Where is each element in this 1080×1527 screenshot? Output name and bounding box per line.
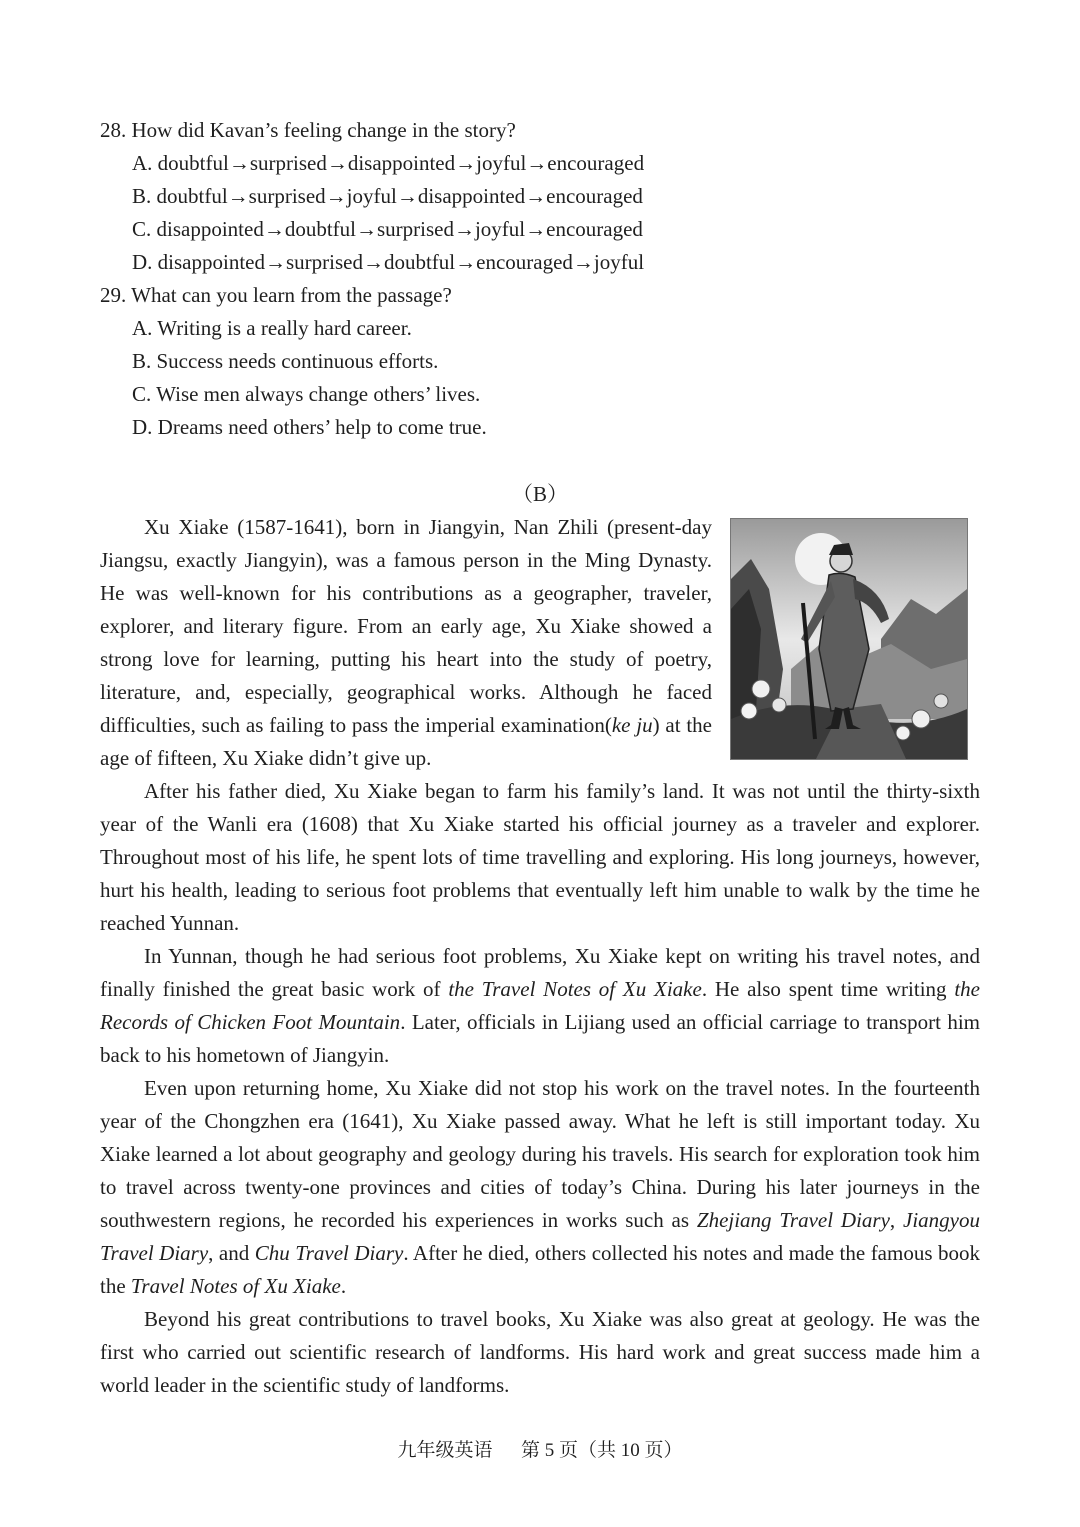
paragraph-text: , xyxy=(889,1208,904,1232)
question-28 xyxy=(100,114,980,279)
option-d: D. Dreams need others’ help to come true. xyxy=(132,415,487,439)
paragraph-text: ) at the age of fifteen, Xu Xiake didn’t give up. xyxy=(100,713,712,770)
paragraph-text: In Yunnan, though he had serious foot problems, Xu Xiake kept on writing his travel notes, and finally finished the great basic work of xyxy=(100,944,980,1001)
paragraph-text: Even upon returning home, Xu Xiake did not stop his work on the travel notes. In the fourteenth year of the Chongzhen era (1641), Xu Xiake passed away. What he left is still important today. Xu Xiake learned a lot about geography and geology during his travels. His search for exploration took him to travel across twenty-one provinces and cities of today’s China. During his later journeys in the southwestern regions, he recorded his experiences in works such as xyxy=(100,1076,980,1232)
reading-passage-b xyxy=(100,511,980,1402)
section-heading: （B） xyxy=(511,482,568,506)
footer-page-number: 第 5 页（共 10 页） xyxy=(521,1440,683,1461)
option-c: C. disappointed→doubtful→surprised→joyful→encouraged xyxy=(132,217,643,241)
book-title: the Records of Chicken Foot Mountain xyxy=(100,977,980,1034)
paragraph-1 xyxy=(100,511,712,775)
book-title: Chu Travel Diary xyxy=(254,1241,404,1265)
paragraph-4 xyxy=(100,1072,980,1303)
question-stem: 28. How did Kavan’s feeling change in the story? xyxy=(100,118,516,142)
book-title: Zhejiang Travel Diary xyxy=(696,1208,890,1232)
paragraph-text: Xu Xiake (1587-1641), born in Jiangyin, Nan Zhili (present-day Jiangsu, exactly Jiangyin), was a famous person in the Ming Dynasty. He was well-known for his contributions as a geographer, traveler, explorer, and literary figure. From an early age, Xu Xiake showed a strong love for learning, putting his heart into the study of poetry, literature, and, especially, geographical works. Although he faced difficulties, such as failing to pass the imperial examination( xyxy=(100,515,712,737)
paragraph-text: . After he died, others collected his notes and made the famous book the xyxy=(100,1241,980,1298)
option-a: A. Writing is a really hard career. xyxy=(132,316,412,340)
italic-term: ke ju xyxy=(611,713,653,737)
option-b: B. Success needs continuous efforts. xyxy=(132,349,439,373)
footer-subject: 九年级英语 xyxy=(397,1440,493,1461)
question-stem: 29. What can you learn from the passage? xyxy=(100,283,452,307)
paragraph-text: . Later, officials in Lijiang used an official carriage to transport him back to his hometown of Jiangyin. xyxy=(100,1010,980,1067)
questions-block xyxy=(100,114,980,444)
paragraph-text: , and xyxy=(208,1241,255,1265)
book-title: the Travel Notes of Xu Xiake xyxy=(448,977,702,1001)
paragraph-text: . xyxy=(340,1274,347,1298)
option-a: A. doubtful→surprised→disappointed→joyful→encouraged xyxy=(132,151,645,175)
book-title: Travel Notes of Xu Xiake xyxy=(130,1274,341,1298)
book-title: Jiangyou Travel Diary xyxy=(100,1208,981,1265)
paragraph-3 xyxy=(100,940,980,1072)
paragraph-2: After his father died, Xu Xiake began to farm his family’s land. It was not until the thirty-sixth year of the Wanli era (1608) that Xu Xiake started his official journey as a traveler and explorer. Throughout most of his life, he spent lots of time travelling and exploring. His long journeys, however, hurt his health, leading to serious foot problems that eventually left him unable to walk by the time he reached Yunnan. xyxy=(100,779,980,935)
paragraph-5: Beyond his great contributions to travel books, Xu Xiake was also great at geology. He was the first who carried out scientific research of landforms. His hard work and great success made him a world leader in the scientific study of landforms. xyxy=(100,1307,980,1397)
option-d: D. disappointed→surprised→doubtful→encouraged→joyful xyxy=(132,250,645,274)
paragraph-text: . He also spent time writing xyxy=(701,977,955,1001)
page-footer xyxy=(0,1434,1080,1467)
question-29 xyxy=(100,279,980,444)
option-c: C. Wise men always change others’ lives. xyxy=(132,382,481,406)
option-b: B. doubtful→surprised→joyful→disappointed→encouraged xyxy=(132,184,643,208)
